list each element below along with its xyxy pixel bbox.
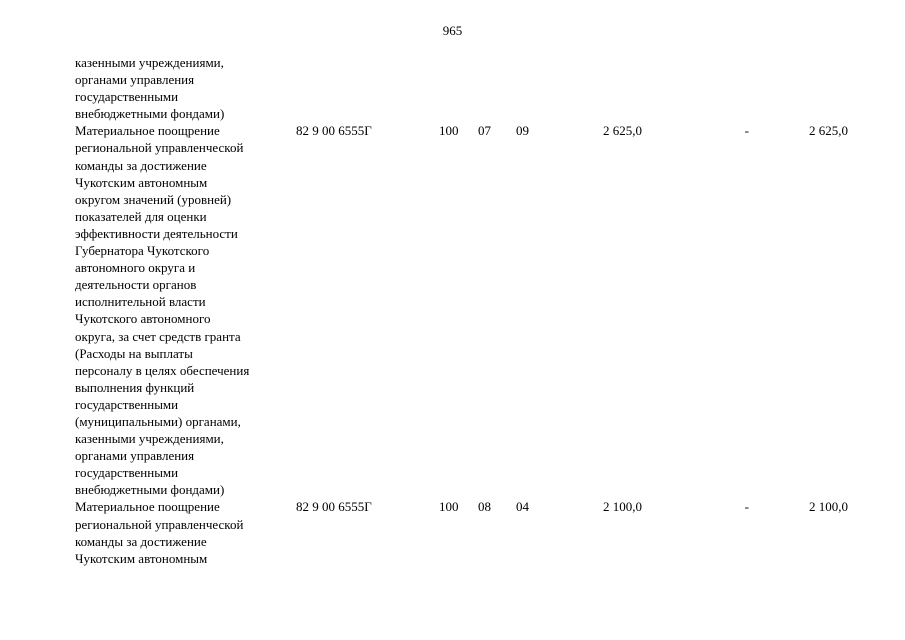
- budget-table: [75, 54, 875, 567]
- name-line: органами управления: [75, 72, 195, 88]
- change-cell: -: [744, 499, 749, 515]
- row-name: [75, 122, 290, 498]
- table-row: [75, 498, 875, 566]
- total-cell: 2 100,0: [809, 499, 848, 515]
- name-line: эффективности деятельности: [75, 225, 238, 241]
- table-row: [75, 54, 875, 122]
- target-code-cell: 82 9 00 6555Г: [296, 123, 372, 139]
- expense-type-cell: 100: [439, 123, 459, 139]
- name-line: Губернатора Чукотского: [75, 243, 210, 259]
- name-line: внебюджетными фондами): [75, 106, 225, 122]
- name-line: персоналу в целях обеспечения: [75, 362, 250, 378]
- name-line: органами управления: [75, 448, 195, 464]
- page-number: 965: [442, 23, 463, 38]
- name-line: государственными: [75, 465, 179, 481]
- total-cell: 2 625,0: [809, 123, 848, 139]
- name-line: государственными: [75, 396, 179, 412]
- name-line: казенными учреждениями,: [75, 55, 224, 70]
- name-line: автономного округа и: [75, 260, 196, 276]
- name-line: внебюджетными фондами): [75, 482, 225, 498]
- section-cell: 07: [478, 123, 491, 139]
- name-line: (Расходы на выплаты: [75, 345, 193, 361]
- section-cell: 08: [478, 499, 491, 515]
- name-line: деятельности органов: [75, 277, 197, 293]
- name-line: государственными: [75, 89, 179, 105]
- change-cell: -: [744, 123, 749, 139]
- name-line: Материальное поощрение: [75, 123, 220, 139]
- row-name: [75, 54, 290, 122]
- expense-type-cell: 100: [439, 499, 459, 515]
- table-row: [75, 122, 875, 498]
- name-line: округом значений (уровней): [75, 191, 232, 207]
- name-line: Чукотским автономным: [75, 550, 208, 566]
- row-name: [75, 498, 290, 566]
- name-line: (муниципальными) органами,: [75, 413, 241, 429]
- name-line: региональной управленческой: [75, 140, 244, 156]
- name-line: казенными учреждениями,: [75, 431, 224, 447]
- subsection-cell: 04: [516, 499, 529, 515]
- name-line: округа, за счет средств гранта: [75, 328, 241, 344]
- name-line: команды за достижение: [75, 157, 207, 173]
- name-line: региональной управленческой: [75, 516, 244, 532]
- subsection-cell: 09: [516, 123, 529, 139]
- name-line: исполнительной власти: [75, 294, 206, 310]
- name-line: Материальное поощрение: [75, 499, 220, 515]
- amount-cell: 2 625,0: [603, 123, 642, 139]
- name-line: Чукотским автономным: [75, 174, 208, 190]
- name-line: выполнения функций: [75, 379, 195, 395]
- name-line: показателей для оценки: [75, 208, 207, 224]
- target-code-cell: 82 9 00 6555Г: [296, 499, 372, 515]
- name-line: Чукотского автономного: [75, 311, 211, 327]
- name-line: команды за достижение: [75, 533, 207, 549]
- amount-cell: 2 100,0: [603, 499, 642, 515]
